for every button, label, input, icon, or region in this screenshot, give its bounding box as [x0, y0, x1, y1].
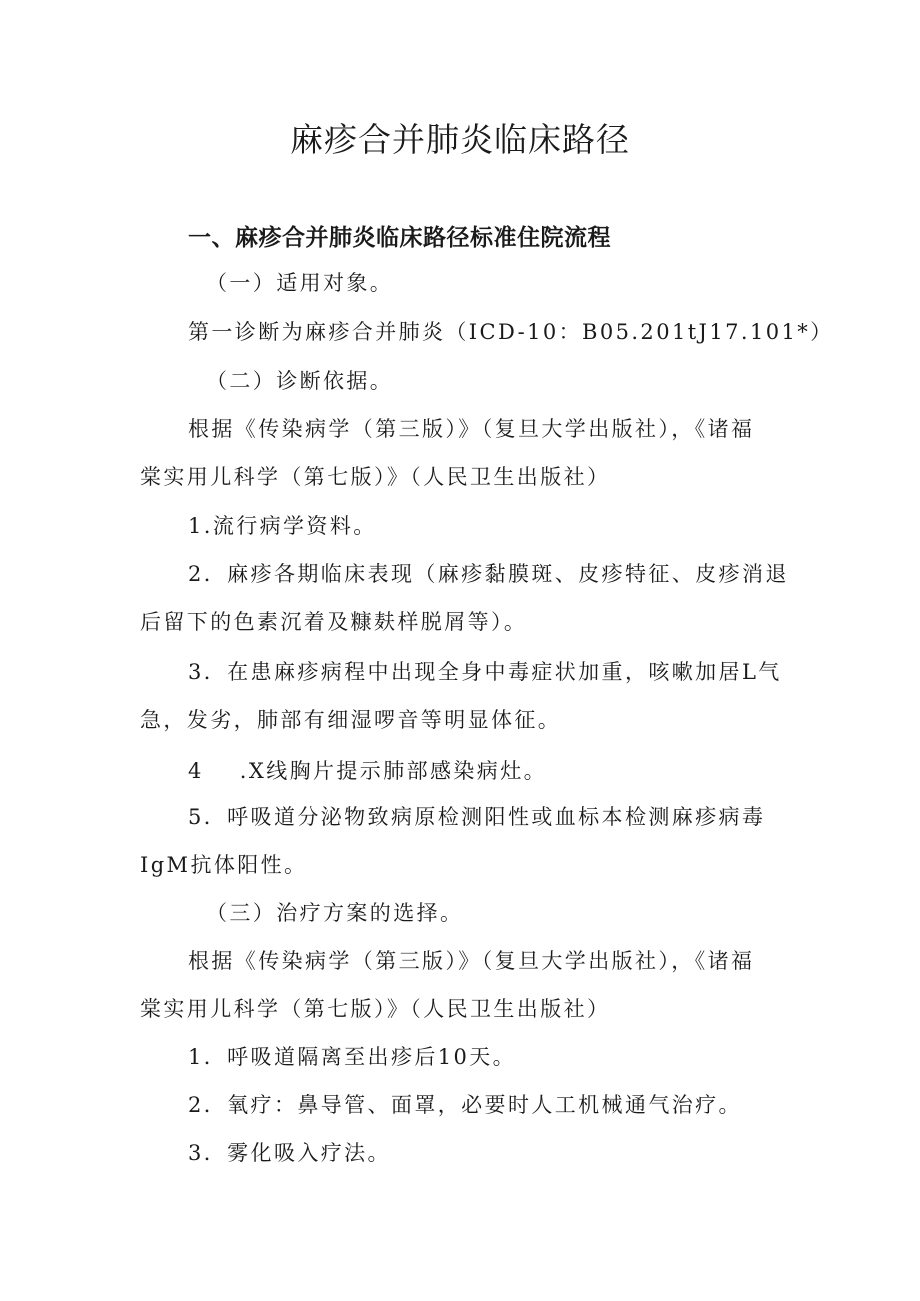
diagnosis-item-2-line-1: 2．麻疹各期临床表现（麻疹黏膜斑、皮疹特征、皮疹消退: [188, 562, 789, 586]
treatment-item-1: 1．呼吸道隔离至出疹后10天。: [188, 1045, 517, 1069]
treatment-item-2: 2．氧疗：鼻导管、面罩，必要时人工机械通气治疗。: [188, 1093, 742, 1117]
diagnosis-item-3-line-2: 急，发劣，肺部有细湿啰音等明显体征。: [140, 708, 562, 732]
subsection-label-diagnosis-basis: （二）诊断依据。: [206, 369, 394, 393]
diagnosis-item-5-line-1: 5．呼吸道分泌物致病原检测阳性或血标本检测麻疹病毒: [188, 805, 766, 829]
treatment-basis-line-2: 棠实用儿科学（第七版）》（人民卫生出版社）: [140, 997, 611, 1021]
subsection-label-treatment-plan: （三）治疗方案的选择。: [206, 901, 464, 925]
subsection-label-applicable-object: （一）适用对象。: [206, 271, 394, 295]
section-heading: 一、麻疹合并肺炎临床路径标准住院流程: [188, 225, 611, 251]
first-diagnosis-text: 第一诊断为麻疹合并肺炎（ICD-10：B05.201tJ17.101*）: [188, 320, 834, 344]
treatment-item-3: 3．雾化吸入疗法。: [188, 1141, 391, 1165]
diagnosis-item-4-number: 4: [188, 759, 204, 783]
diagnosis-basis-line-1: 根据《传染病学（第三版）》（复旦大学出版社），《诸福: [188, 417, 755, 441]
diagnosis-item-1: 1.流行病学资料。: [188, 514, 377, 538]
diagnosis-item-2-line-2: 后留下的色素沉着及糠麸样脱屑等）。: [140, 610, 528, 634]
diagnosis-basis-line-2: 棠实用儿科学（第七版）》（人民卫生出版社）: [140, 465, 611, 489]
treatment-basis-line-1: 根据《传染病学（第三版）》（复旦大学出版社），《诸福: [188, 949, 755, 973]
document-title: 麻疹合并肺炎临床路径: [290, 120, 630, 159]
diagnosis-item-5-line-2: IgM抗体阳性。: [140, 853, 308, 877]
diagnosis-item-4-text: .X线胸片提示肺部感染病灶。: [239, 759, 547, 783]
diagnosis-item-4: [188, 756, 547, 786]
diagnosis-item-3-line-1: 3．在患麻疹病程中出现全身中毒症状加重，咳嗽加居L气: [188, 660, 782, 684]
